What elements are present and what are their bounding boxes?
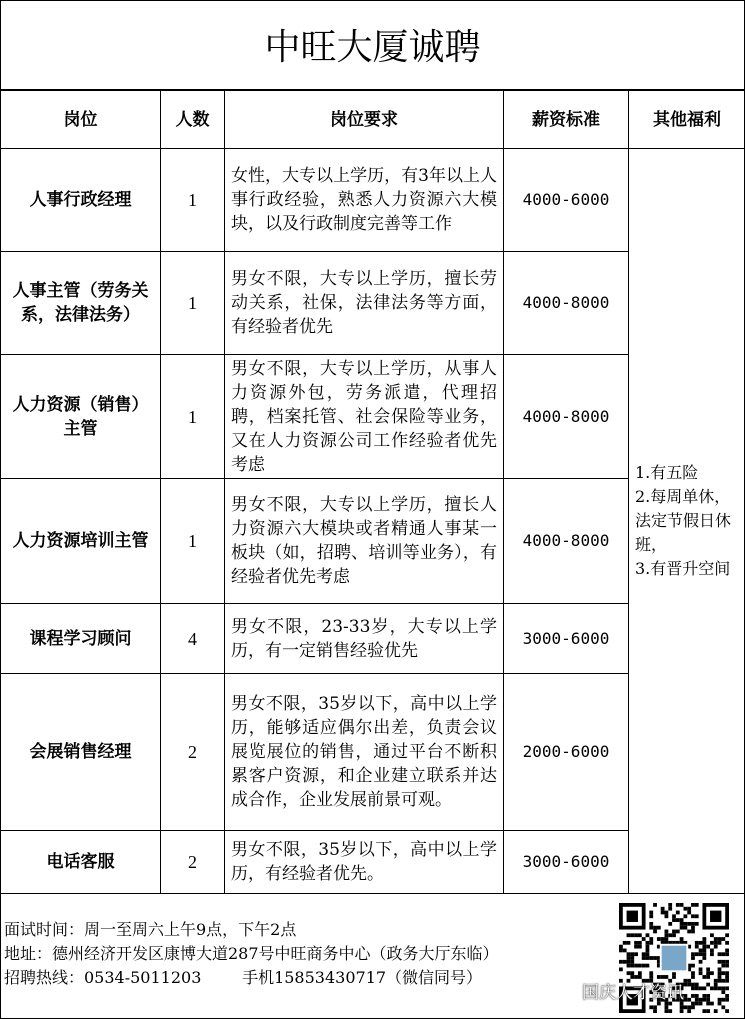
job-position: 人事行政经理: [1, 149, 161, 252]
salary: 3000-6000: [504, 604, 629, 674]
table-header-row: [1, 91, 745, 149]
job-position: 人力资源培训主管: [1, 479, 161, 604]
job-requirements: 男女不限，大专以上学历，从事人力资源外包，劳务派遣，代理招聘，档案托管、社会保险等业务，又在人力资源公司工作经验者优先考虑: [225, 355, 504, 479]
headcount: 4: [161, 604, 225, 674]
job-requirements: 女性，大专以上学历，有3年以上人事行政经验，熟悉人力资源六大模块，以及行政制度完善等工作: [225, 149, 504, 252]
headcount: 1: [161, 479, 225, 604]
watermark: 国庆人才资讯: [582, 983, 684, 1003]
headcount: 1: [161, 252, 225, 355]
job-requirements: 男女不限，23-33岁，大专以上学历，有一定销售经验优先: [225, 604, 504, 674]
salary: 4000-8000: [504, 479, 629, 604]
headcount: 2: [161, 674, 225, 831]
job-requirements: 男女不限，大专以上学历，擅长人力资源六大模块或者精通人事某一板块（如，招聘、培训等业务），有经验者优先考虑: [225, 479, 504, 604]
salary: 2000-6000: [504, 674, 629, 831]
headcount: 2: [161, 831, 225, 894]
headcount: 1: [161, 355, 225, 479]
salary: 3000-6000: [504, 831, 629, 894]
header-salary: 薪资标准: [504, 91, 629, 149]
job-position: 人力资源（销售）主管: [1, 355, 161, 479]
jobs-table: [0, 90, 745, 894]
header-requirements: 岗位要求: [225, 91, 504, 149]
salary: 4000-6000: [504, 149, 629, 252]
address: 地址：德州经济开发区康博大道287号中旺商务中心（政务大厅东临）: [4, 944, 499, 963]
job-requirements: 男女不限，35岁以下，高中以上学历，有经验者优先。: [225, 831, 504, 894]
job-position: 课程学习顾问: [1, 604, 161, 674]
footer-info: [4, 918, 499, 990]
job-requirements: 男女不限，35岁以下，高中以上学历，能够适应偶尔出差，负责会议展览展位的销售，通过平台不断积累客户资源，和企业建立联系并达成合作，企业发展前景可观。: [225, 674, 504, 831]
headcount: 1: [161, 149, 225, 252]
page-title: 中旺大厦诚聘: [0, 0, 745, 90]
hotline: 招聘热线：0534-5011203 手机15853430717（微信同号）: [4, 968, 483, 987]
salary: 4000-8000: [504, 355, 629, 479]
header-position: 岗位: [1, 91, 161, 149]
header-count: 人数: [161, 91, 225, 149]
table-row: [1, 149, 745, 252]
header-benefits: 其他福利: [629, 91, 745, 149]
job-requirements: 男女不限，大专以上学历，擅长劳动关系，社保，法律法务等方面，有经验者优先: [225, 252, 504, 355]
job-position: 人事主管（劳务关系，法律法务）: [1, 252, 161, 355]
benefits: 1.有五险 2.每周单休，法定节假日休班， 3.有晋升空间: [629, 149, 745, 894]
job-position: 会展销售经理: [1, 674, 161, 831]
salary: 4000-8000: [504, 252, 629, 355]
job-position: 电话客服: [1, 831, 161, 894]
interview-time: 面试时间：周一至周六上午9点，下午2点: [4, 920, 297, 939]
